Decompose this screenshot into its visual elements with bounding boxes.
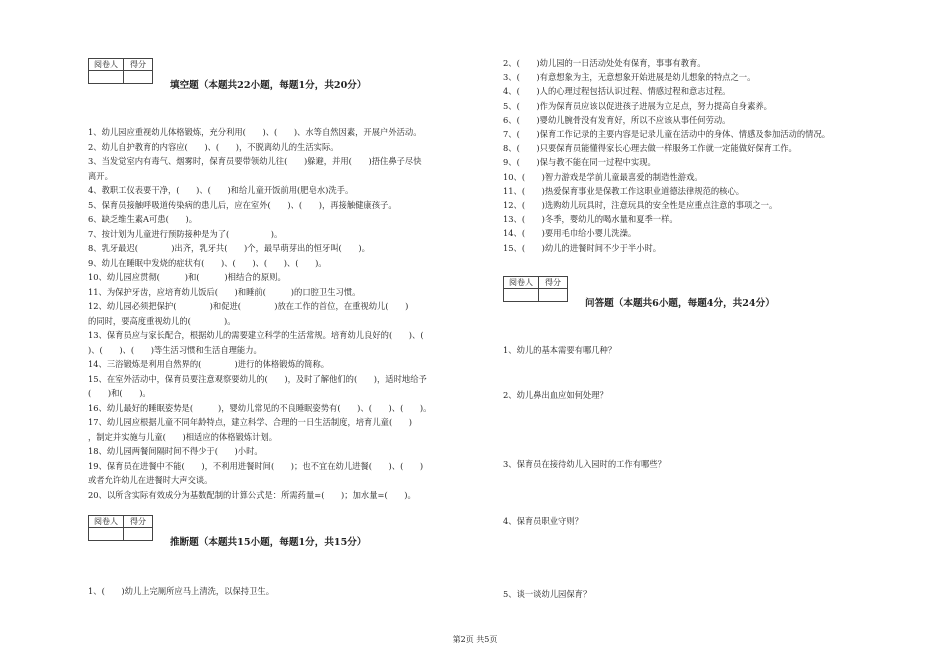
fill-question-line: 13、保育员应与家长配合，根据幼儿的需要建立科学的生活常规。培育幼儿良好的( )、( (88, 330, 441, 340)
page-footer: 第2页 共5页 (452, 635, 498, 644)
fill-question-line: 16、幼儿最好的睡眠姿势是( )，婴幼儿常见的不良睡眠姿势有( )、( )、( )。 (88, 402, 432, 413)
judge-question-line: 6、( )婴幼儿腕骨没有发育好，所以不应该从事任何劳动。 (503, 114, 731, 125)
judge-question-line: 1、( )幼儿上完厕所应马上清洗，以保持卫生。 (88, 586, 274, 596)
score-box-header-grader: 阅卷人 (89, 516, 124, 528)
fill-question-line: 4、教职工仪表要干净，( )、( )和给儿童开饭前用(肥皂水)洗手。 (88, 185, 354, 195)
score-box-header-grader: 阅卷人 (89, 59, 124, 71)
score-box-header-score: 得分 (539, 277, 568, 289)
score-box-score-cell[interactable] (124, 71, 153, 84)
score-box-header-score: 得分 (124, 59, 153, 71)
fill-question-line: 11、为保护牙齿，应培育幼儿饭后( )和睡前( )的口腔卫生习惯。 (88, 286, 361, 297)
judge-question-line: 15、( )幼儿的进餐时间不少于半小时。 (503, 242, 662, 253)
fill-question-line: 2、幼儿自护教育的内容应( )、( )，不脱离幼儿的生活实际。 (88, 141, 339, 152)
judge-question-line: 13、( )冬季，婴幼儿的喝水量和夏季一样。 (503, 214, 678, 225)
fill-question-line: 8、乳牙最迟( )出齐，乳牙共( )个，最早萌芽出的恒牙叫( )。 (88, 243, 370, 253)
fill-question-line: 19、保育员在进餐中不能( )，不利用进餐时间( )；也不宜在幼儿进餐( )、( ) (88, 460, 424, 471)
fill-question-line: 17、幼儿园应根据儿童不同年龄特点，建立科学、合理的一日生活制度，培育儿童( ) (88, 417, 413, 427)
fill-question-line: 10、幼儿园应贯彻( )和( )相结合的原则。 (88, 272, 286, 282)
judge-question-line: 4、( )人的心理过程包括认识过程、情感过程和意志过程。 (503, 86, 731, 97)
judge-question-line: 8、( )只要保育员能懂得家长心理去做一样服务工作就一定能做好保育工作。 (503, 143, 797, 154)
fill-question-line: 15、在室外活动中，保育员要注意观察要幼儿的( )，及时了解他们的( )，适时地给予 (88, 373, 427, 384)
score-box-score-cell[interactable] (124, 528, 153, 541)
qa-question: 2、幼儿鼻出血应如何处理？ (503, 390, 608, 400)
fill-question-line: 14、三浴锻炼是利用自然界的( )进行的体格锻炼的简称。 (88, 359, 330, 369)
fill-question-line: )、( )、( )等生活习惯和生活自理能力。 (88, 344, 262, 355)
fill-question-line: 1、幼儿园应重视幼儿体格锻炼，充分利用( )、( )、水等自然因素，开展户外活动。 (88, 127, 422, 137)
judge-question-line: 11、( )热爱保育事业是保教工作这职业道德法律规范的核心。 (503, 185, 745, 196)
score-box-header-score: 得分 (124, 516, 153, 528)
fill-question-line: 或者允许幼儿在进餐时大声交谈。 (88, 475, 213, 485)
fill-question-line: 5、保育员接触呼吸道传染病的患儿后，应在室外( )、( )，再接触健康孩子。 (88, 199, 397, 210)
qa-question: 5、谈一谈幼儿园保育？ (503, 589, 592, 599)
judge-question-line: 9、( )保与教不能在同一过程中实现。 (503, 157, 656, 168)
score-box-grader-cell[interactable] (89, 528, 124, 541)
judge-question-line: 7、( )保育工作记录的主要内容是记录儿童在活动中的身体、情感及参加活动的情况。 (503, 129, 831, 139)
fill-question-line: 20、以所含实际有效成分为基数配制的计算公式是：所需药量=( )；加水量=( )。 (88, 489, 416, 500)
qa-question: 1、幼儿的基本需要有哪几种？ (503, 345, 617, 355)
score-box-grader-cell[interactable] (89, 71, 124, 84)
qa-question: 3、保育员在接待幼儿入园时的工作有哪些？ (503, 459, 666, 469)
fill-question-line: 离开。 (88, 170, 113, 181)
judge-question-line: 10、( )智力游戏是学前儿童最喜爱的制造性游戏。 (503, 171, 703, 182)
fill-question-line: 12、幼儿园必须把保护( )和促进( )放在工作的首位，在重视幼儿( ) (88, 301, 409, 311)
score-box-fill (88, 58, 153, 84)
qa-question: 4、保育员职业守则？ (503, 516, 583, 526)
fill-question-line: ，制定并实施与儿童( )相适应的体格锻炼计划。 (88, 431, 278, 442)
score-box-judge (88, 515, 153, 541)
score-box-header-grader: 阅卷人 (504, 277, 539, 289)
fill-question-line: 9、幼儿在睡眠中发烧的症状有( )、( )、( )、( )。 (88, 257, 327, 268)
score-box-grader-cell[interactable] (504, 289, 539, 302)
judge-question-line: 5、( )作为保育员应该以促进孩子进展为立足点，努力提高自身素养。 (503, 100, 772, 111)
fill-question-line: 18、幼儿园两餐间隔时间不得少于( )小时。 (88, 446, 263, 456)
judge-question-line: 2、( )幼儿园的一日活动处处有保育，事事有教育。 (503, 58, 706, 68)
score-box-score-cell[interactable] (539, 289, 568, 302)
fill-question-line: 的同时，要高度重视幼儿的( )。 (88, 315, 236, 326)
judge-question-line: 14、( )要用毛巾给小婴儿洗澡。 (503, 228, 637, 239)
qa-section-title: 问答题（本题共6小题，每题4分，共24分） (585, 298, 775, 309)
fill-question-line: 7、按计划为儿童进行预防接种是为了( )。 (88, 228, 283, 239)
fill-section-title: 填空题（本题共22小题，每题1分，共20分） (170, 80, 367, 91)
fill-question-line: ( )和( )。 (88, 388, 151, 398)
judge-section-title: 推断题（本题共15小题，每题1分，共15分） (170, 537, 367, 548)
judge-question-line: 3、( )有意想象为主，无意想象开始进展是幼儿想象的特点之一。 (503, 72, 756, 83)
fill-question-line: 6、缺乏维生素A可患( )。 (88, 214, 198, 224)
fill-question-line: 3、当发觉室内有毒气、烟雾时，保育员要带领幼儿往( )躲避，并用( )捂住鼻子尽快 (88, 156, 422, 166)
judge-question-line: 12、( )选购幼儿玩具时，注意玩具的安全性是应重点注意的事项之一。 (503, 200, 778, 210)
score-box-qa (503, 276, 568, 302)
